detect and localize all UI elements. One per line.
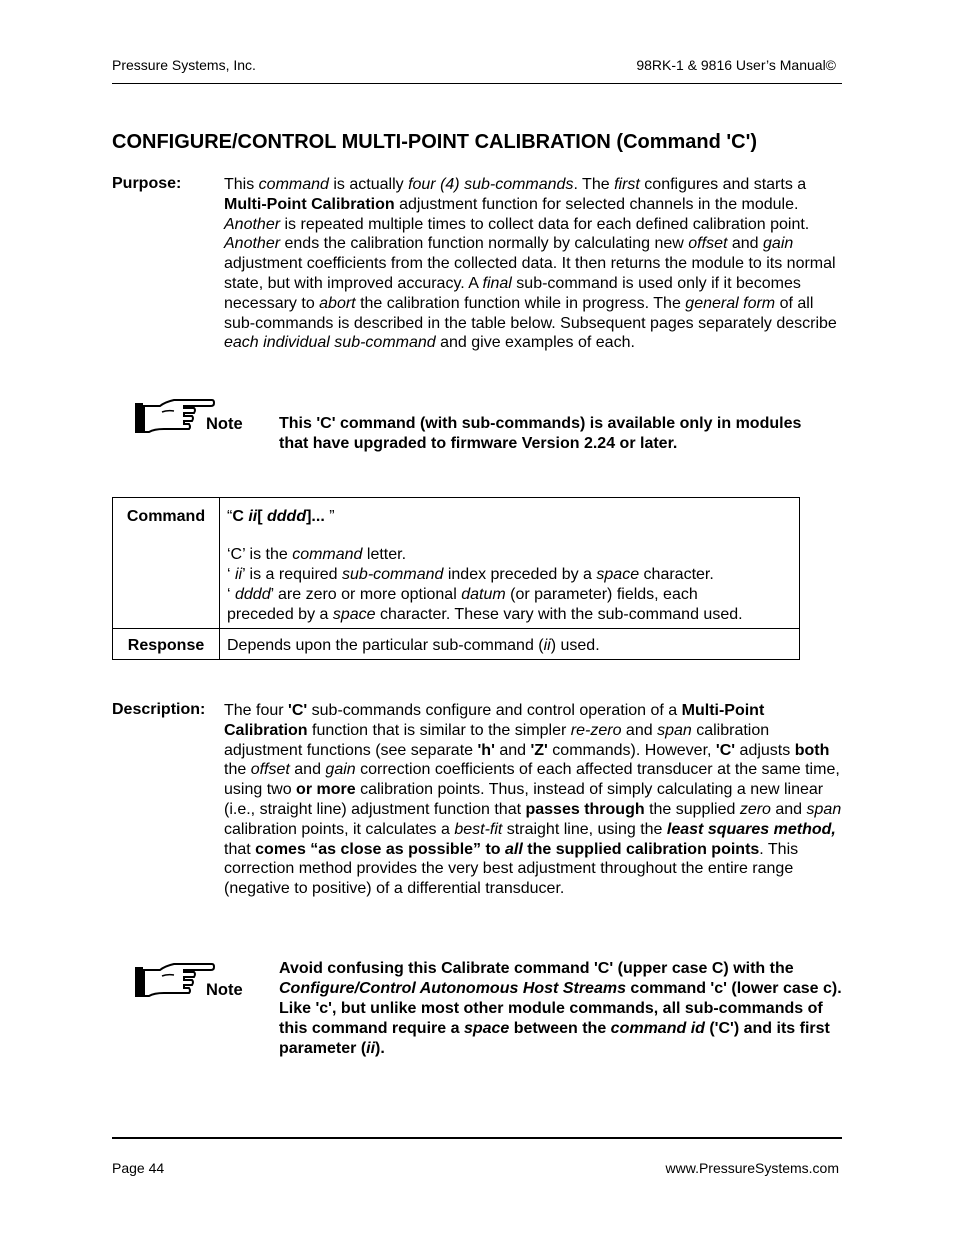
description-text: The four 'C' sub-commands configure and control operation of a Multi-Point Calibration function that is similar to the simpler re-zero and span calibration adjustment functions (see separate 'h' and 'Z' commands). However, 'C' adjusts both the offset and gain correction coefficients of each affected transducer at the same time, using two or more calibration points. Thus, instead of simply calculating a new linear (i.e., straight line) adjustment function that passes through the supplied zero and span calibration points, it calculates a best-fit straight line, using the least squares method, that comes “as close as possible” to all the supplied calibration points. This correction method provides the very best adjustment throughout the entire range (negative to positive) of a differential transducer. <box>224 702 842 898</box>
command-line-3: ‘ dddd’ are zero or more optional datum (or parameter) fields, each <box>227 586 698 603</box>
command-label: Command <box>113 498 220 629</box>
command-syntax: “C ii[ dddd]... ” <box>227 508 335 525</box>
header-rule <box>112 83 842 84</box>
purpose-text: This command is actually four (4) sub-commands. The first configures and starts a Multi-Point Calibration adjustment function for selected channels in the module. Another is repeated multiple times to collect data for each defined calibration point. Another ends the calibration function normally by calculating new offset and gain adjustment coefficients from the collected data. It then returns the module to its normal state, but with improved accuracy. A final sub-command is used only if it becomes necessary to abort the calibration function while in progress. The general form of all sub-commands is described in the table below. Subsequent pages separately describe each individual sub-command and give examples of each. <box>224 176 837 352</box>
footer-website: www.PressureSystems.com <box>665 1160 839 1176</box>
command-row <box>113 498 800 629</box>
description-label: Description: <box>112 701 206 718</box>
note2-pointing-hand-icon <box>134 962 216 1005</box>
command-syntax-cell <box>220 498 800 629</box>
command-line-2: ‘ ii’ is a required sub-command index preceded by a space character. <box>227 566 714 583</box>
command-line-4: preceded by a space character. These vary with the sub-command used. <box>227 606 743 623</box>
command-table <box>112 497 800 660</box>
response-text: Depends upon the particular sub-command (ii) used. <box>220 629 800 660</box>
purpose-label: Purpose: <box>112 175 182 192</box>
note2-text: Avoid confusing this Calibrate command 'C' (upper case C) with the Configure/Control Autonomous Host Streams command 'c' (lower case c). Like 'c', but unlike most other module commands, all sub-commands of this command require a space between the command id ('C') and its first parameter (ii). <box>279 960 842 1057</box>
header-manual-title: 98RK-1 & 9816 User’s Manual© <box>636 57 836 73</box>
note1-text: This 'C' command (with sub-commands) is available only in modules that have upgraded to firmware Version 2.24 or later. <box>279 415 802 452</box>
note1-pointing-hand-icon <box>134 398 216 441</box>
note2-label: Note <box>206 981 243 999</box>
section-title: CONFIGURE/CONTROL MULTI-POINT CALIBRATION (Command 'C') <box>112 131 758 153</box>
response-row <box>113 629 800 660</box>
footer-page-number: Page 44 <box>112 1160 165 1176</box>
response-label: Response <box>113 629 220 660</box>
header-company: Pressure Systems, Inc. <box>112 57 256 73</box>
command-line-1: ‘C’ is the command letter. <box>227 546 407 563</box>
footer-rule <box>112 1137 842 1139</box>
note1-label: Note <box>206 415 243 433</box>
